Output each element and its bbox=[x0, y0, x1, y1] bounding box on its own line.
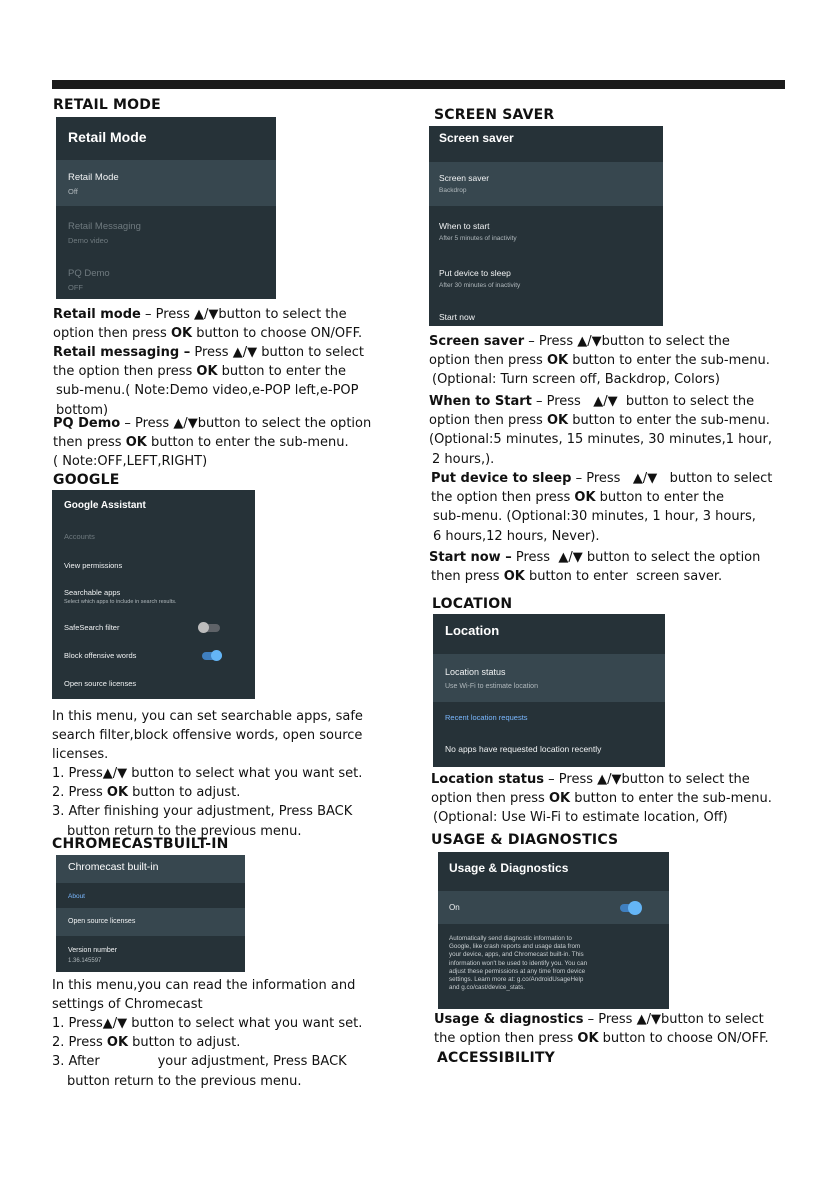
safesearch-toggle[interactable] bbox=[200, 624, 220, 632]
recent-location-requests: Recent location requests bbox=[445, 713, 528, 722]
version-number-item[interactable]: Version number 1.36.145597 bbox=[68, 947, 118, 964]
chromecast-heading: CHROMECASTBUILT-IN bbox=[52, 836, 229, 852]
accounts-section: Accounts bbox=[64, 532, 95, 541]
chromecast-steps: 1. Press▲/▼ button to select what you want set. 2. Press OK button to adjust. 3. After your adjustment, Press BACK button return to the previous menu. bbox=[52, 1016, 363, 1089]
screen-title: Location bbox=[445, 623, 500, 638]
safesearch-filter-item[interactable]: SafeSearch filter bbox=[52, 616, 255, 640]
google-heading: GOOGLE bbox=[53, 472, 120, 488]
screen-title: Usage & Diagnostics bbox=[449, 861, 569, 875]
accessibility-heading: ACCESSIBILITY bbox=[437, 1050, 555, 1066]
put-device-to-sleep-desc: Put device to sleep – Press ▲/▼ button to select the option then press OK button to enter the sub-menu. (Optional:30 minutes, 1 hour, 3 hours, 6 hours,12 hours, Never). bbox=[431, 471, 773, 544]
chromecast-intro: In this menu,you can read the information and settings of Chromecast bbox=[52, 978, 356, 1013]
usage-diagnostics-heading: USAGE & DIAGNOSTICS bbox=[431, 832, 619, 848]
google-assistant-screen bbox=[52, 490, 255, 699]
open-source-licenses-item[interactable]: Open source licenses bbox=[56, 908, 245, 936]
screen-title: Google Assistant bbox=[64, 500, 146, 511]
screen-title: Chromecast built-in bbox=[56, 855, 245, 883]
retail-mode-item[interactable]: Retail Mode Off bbox=[56, 160, 276, 206]
open-source-licenses-item[interactable]: Open source licenses bbox=[64, 679, 137, 688]
top-rule bbox=[52, 80, 785, 89]
block-offensive-toggle[interactable] bbox=[202, 652, 222, 660]
screen-title: Screen saver bbox=[439, 131, 514, 145]
usage-description: Automatically send diagnostic information to Google, like crash reports and usage data from your device, apps, and Chromecast built-in. This information won't be used to identify you. You can adjust these permissions at any time from device settings. Learn more at: g.co/AndroidUsageHelp and g.co/cast/device_stats. bbox=[449, 935, 588, 992]
screen-saver-heading: SCREEN SAVER bbox=[434, 107, 555, 123]
start-now-item[interactable]: Start now bbox=[439, 312, 475, 322]
when-to-start-desc: When to Start – Press ▲/▼ button to select the option then press OK button to enter the sub-menu. (Optional:5 minutes, 15 minutes, 30 minutes,1 hour, 2 hours,). bbox=[429, 394, 773, 467]
retail-mode-heading: RETAIL MODE bbox=[53, 97, 161, 113]
no-apps-message: No apps have requested location recently bbox=[445, 744, 602, 754]
retail-mode-screen bbox=[56, 117, 276, 299]
pq-demo-item[interactable]: PQ Demo OFF bbox=[68, 268, 110, 292]
retail-messaging-item[interactable]: Retail Messaging Demo video bbox=[68, 221, 141, 245]
google-steps: 1. Press▲/▼ button to select what you want set. 2. Press OK button to adjust. 3. After finishing your adjustment, Press BACK button return to the previous menu. bbox=[52, 766, 363, 839]
retail-messaging-desc: Retail messaging – Press ▲/▼ button to select the option then press OK button to enter the sub-menu.( Note:Demo video,e-POP left,e-POP bottom) bbox=[53, 345, 365, 418]
location-heading: LOCATION bbox=[432, 596, 513, 612]
screen-saver-item[interactable]: Screen saver Backdrop bbox=[429, 162, 663, 206]
usage-toggle-row[interactable]: On bbox=[438, 891, 669, 924]
location-screen bbox=[433, 614, 665, 767]
usage-toggle[interactable] bbox=[620, 904, 640, 912]
chromecast-screen bbox=[56, 855, 245, 972]
start-now-desc: Start now – Press ▲/▼ button to select the option then press OK button to enter screen saver. bbox=[429, 550, 761, 585]
location-status-item[interactable]: Location status Use Wi-Fi to estimate location bbox=[433, 654, 665, 702]
about-item[interactable]: About bbox=[68, 893, 85, 900]
when-to-start-item[interactable]: When to start After 5 minutes of inactivity bbox=[439, 221, 517, 242]
screen-title: Retail Mode bbox=[68, 129, 147, 145]
searchable-apps-item[interactable]: Searchable apps Select which apps to include in search results. bbox=[64, 588, 177, 605]
view-permissions-item[interactable]: View permissions bbox=[64, 561, 123, 570]
usage-diagnostics-screen bbox=[438, 852, 669, 1009]
block-offensive-words-item[interactable]: Block offensive words bbox=[52, 644, 255, 668]
screen-saver-screen bbox=[429, 126, 663, 326]
retail-mode-desc: Retail mode – Press ▲/▼button to select the option then press OK button to choose ON/OFF. bbox=[53, 307, 363, 342]
screen-saver-desc: Screen saver – Press ▲/▼button to select the option then press OK button to enter the sub-menu. (Optional: Turn screen off, Backdrop, Colors) bbox=[429, 334, 770, 388]
google-intro: In this menu, you can set searchable apps, safe search filter,block offensive words, open source licenses. bbox=[52, 709, 363, 763]
location-status-desc: Location status – Press ▲/▼button to select the option then press OK button to enter the sub-menu. (Optional: Use Wi-Fi to estimate location, Off) bbox=[431, 772, 772, 826]
pq-demo-desc: PQ Demo – Press ▲/▼button to select the option then press OK button to enter the sub-menu. ( Note:OFF,LEFT,RIGHT) bbox=[53, 416, 372, 470]
put-device-to-sleep-item[interactable]: Put device to sleep After 30 minutes of inactivity bbox=[439, 268, 521, 289]
usage-diagnostics-desc: Usage & diagnostics – Press ▲/▼button to select the option then press OK button to choose ON/OFF. bbox=[434, 1012, 769, 1047]
